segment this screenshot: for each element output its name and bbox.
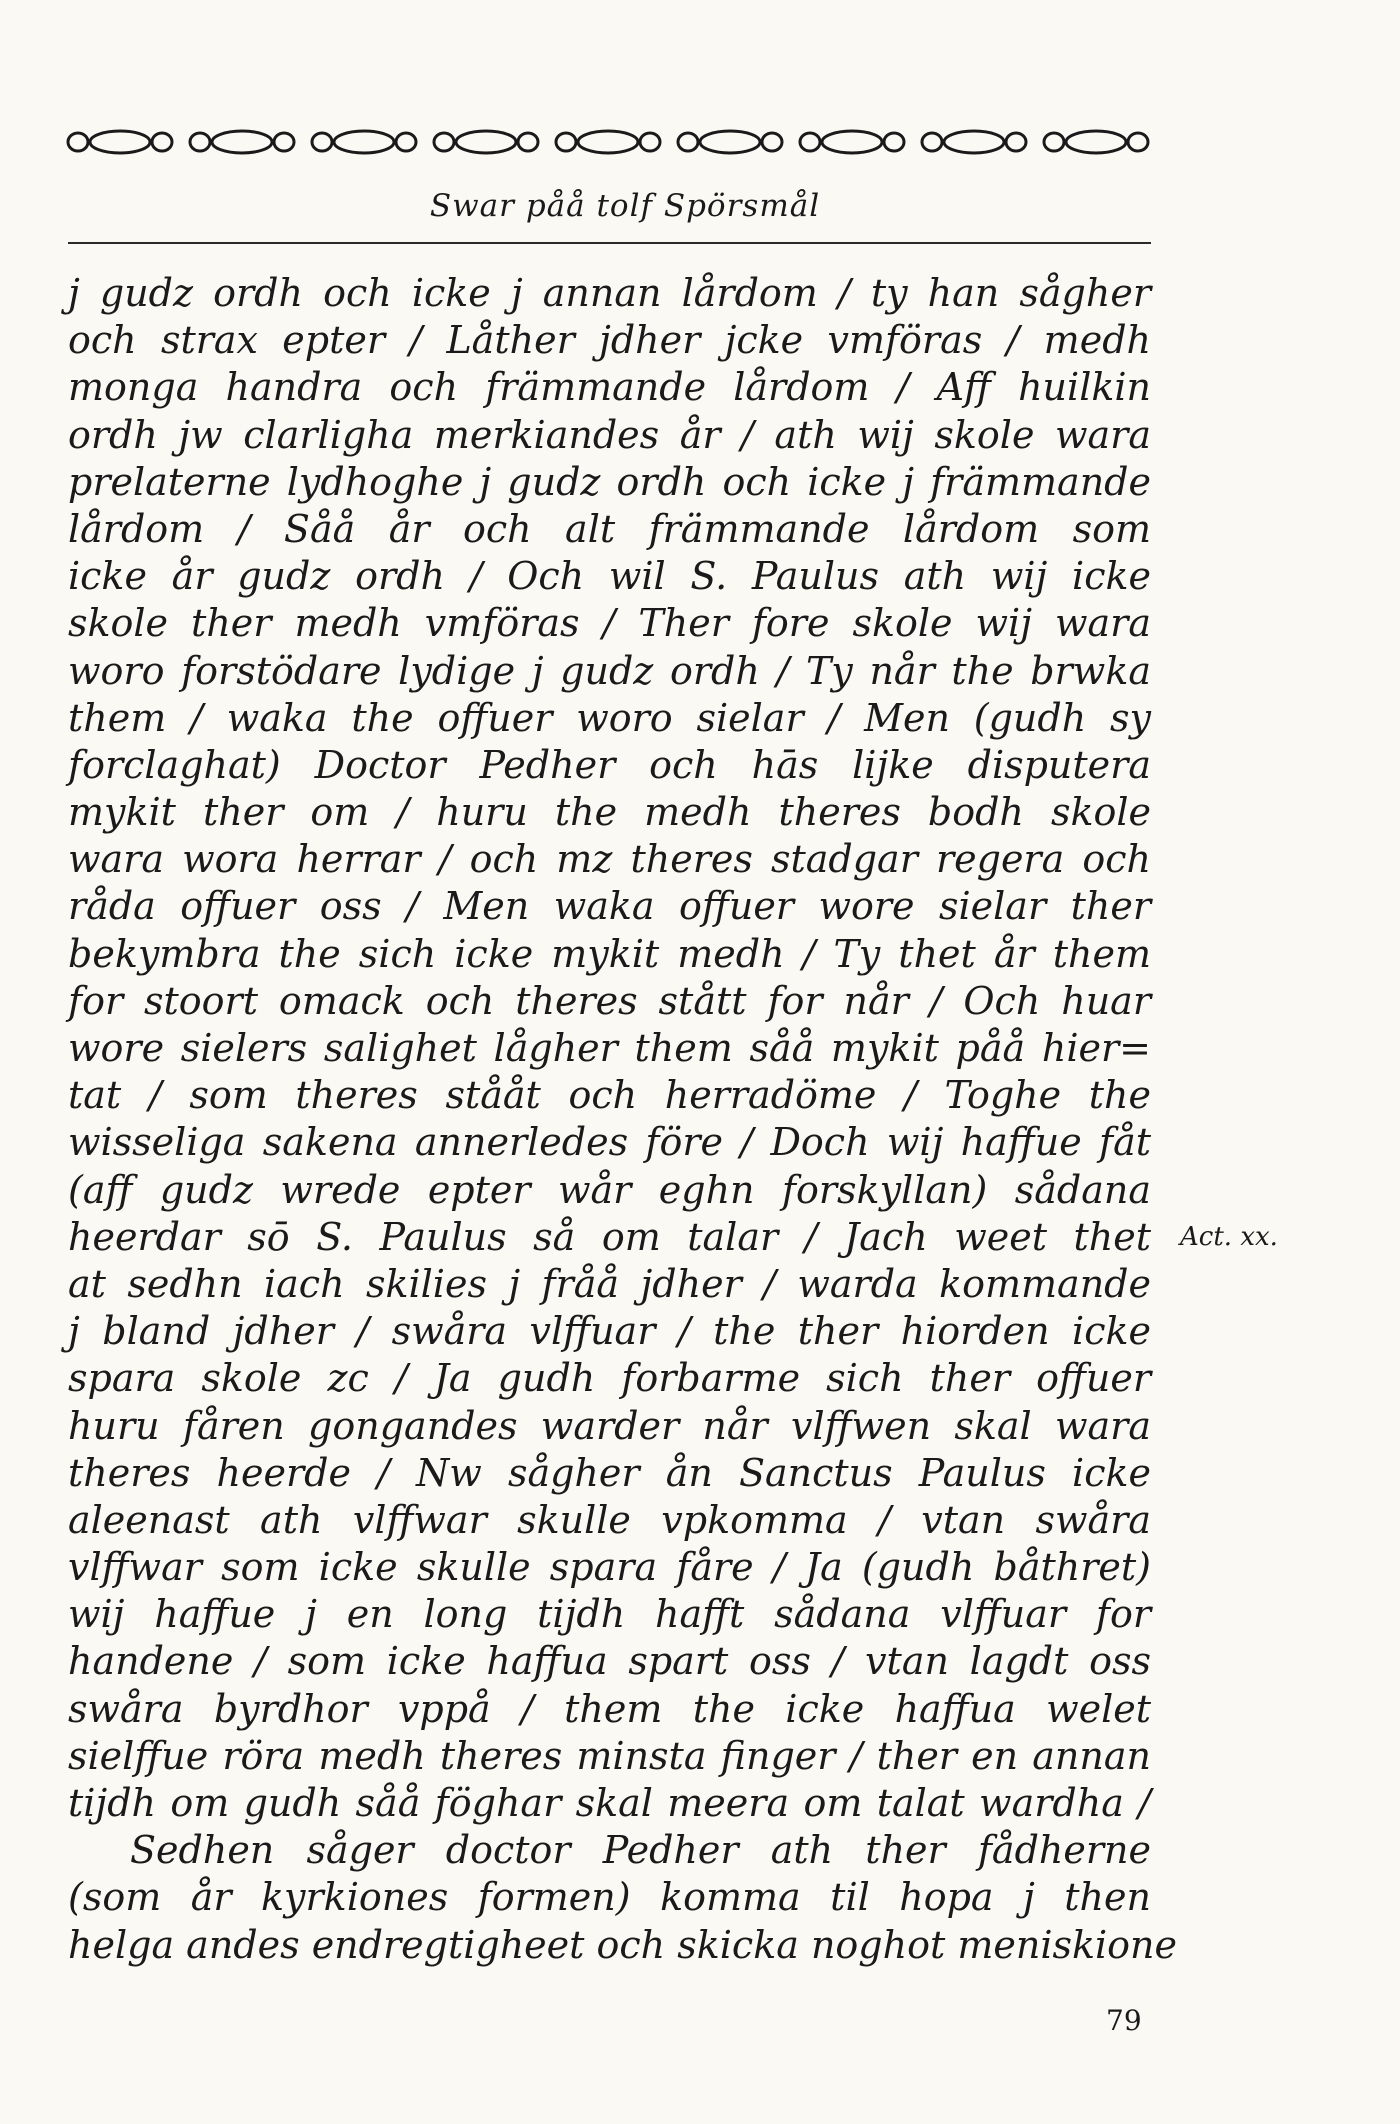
text-line: prelaterne lydhoghe j gudz ordh och icke j främmande	[68, 459, 1151, 504]
text-line: j bland jdher / swåra vlffuar / the ther hiorden icke	[68, 1309, 1151, 1354]
text-line: huru fåren gongandes warder når vlffwen skal wara	[68, 1403, 1151, 1448]
text-line: lårdom / Såå år och alt främmande lårdom som	[68, 506, 1151, 551]
text-line: mykit ther om / huru the medh theres bodh skole	[68, 790, 1151, 835]
text-line: monga handra och främmande lårdom / Aff huilkin	[68, 365, 1151, 410]
text-line: aleenast ath vlffwar skulle vpkomma / vtan swåra	[68, 1497, 1151, 1542]
text-line: swåra byrdhor vppå / them the icke haffua welet	[68, 1686, 1151, 1731]
text-line: spara skole zc / Ja gudh forbarme sich ther offuer	[68, 1356, 1151, 1401]
text-line: bekymbra the sich icke mykit medh / Ty thet år them	[68, 931, 1151, 976]
text-line: råda offuer oss / Men waka offuer wore sielar ther	[68, 884, 1151, 929]
text-line: tat / som theres stååt och herradöme / Toghe the	[68, 1073, 1151, 1118]
text-line: Sedhen såger doctor Pedher ath ther fådherne	[130, 1828, 1151, 1873]
decorative-header-ornament	[60, 122, 1160, 162]
text-line: at sedhn iach skilies j fråå jdher / warda kommande	[68, 1261, 1151, 1306]
text-line: ordh jw clarligha merkiandes år / ath wij skole wara	[68, 412, 1151, 457]
text-line: forclaghat) Doctor Pedher och hās lijke disputera	[68, 742, 1151, 787]
body-text	[68, 270, 1177, 1969]
margin-note: Act. xx.	[1180, 1222, 1278, 1252]
page-number: 79	[1106, 2004, 1142, 2037]
text-line: (som år kyrkiones formen) komma til hopa j then	[68, 1875, 1151, 1920]
text-line: skole ther medh vmföras / Ther fore skole wij wara	[68, 601, 1151, 646]
text-line: them / waka the offuer woro sielar / Men (gudh sy	[68, 695, 1151, 740]
header-rule	[68, 242, 1151, 244]
text-line: helga andes endregtigheet och skicka noghot meniskione	[68, 1922, 1177, 1967]
text-line: (aff gudz wrede epter wår eghn forskyllan) sådana	[68, 1167, 1151, 1212]
text-line: sielffue röra medh theres minsta finger / ther en annan	[68, 1733, 1151, 1778]
text-line: theres heerde / Nw sågher ån Sanctus Paulus icke	[68, 1450, 1151, 1495]
running-header: Swar påå tolf Spörsmål	[429, 188, 821, 224]
text-line: tijdh om gudh såå föghar skal meera om talat wardha /	[68, 1781, 1151, 1825]
text-line: woro forstödare lydige j gudz ordh / Ty når the brwka	[68, 648, 1151, 693]
text-line: heerdar sō S. Paulus så om talar / Jach weet thet	[68, 1214, 1151, 1259]
text-line: wisseliga sakena annerledes före / Doch wij haffue fåt	[68, 1120, 1151, 1165]
text-line: j gudz ordh och icke j annan lårdom / ty han sågher	[68, 271, 1151, 315]
text-line: wara wora herrar / och mz theres stadgar regera och	[68, 837, 1151, 882]
text-line: for stoort omack och theres stått for når / Och huar	[68, 978, 1151, 1023]
text-line: wore sielers salighet lågher them såå mykit påå hier=	[68, 1026, 1151, 1070]
text-line: wij haffue j en long tijdh hafft sådana vlffuar for	[68, 1592, 1151, 1637]
text-line: och strax epter / Låther jdher jcke vmföras / medh	[68, 318, 1151, 363]
text-line: handene / som icke haffua spart oss / vtan lagdt oss	[68, 1639, 1151, 1684]
text-line: vlffwar som icke skulle spara fåre / Ja (gudh båthret)	[68, 1545, 1151, 1590]
text-line: icke år gudz ordh / Och wil S. Paulus ath wij icke	[68, 554, 1151, 599]
